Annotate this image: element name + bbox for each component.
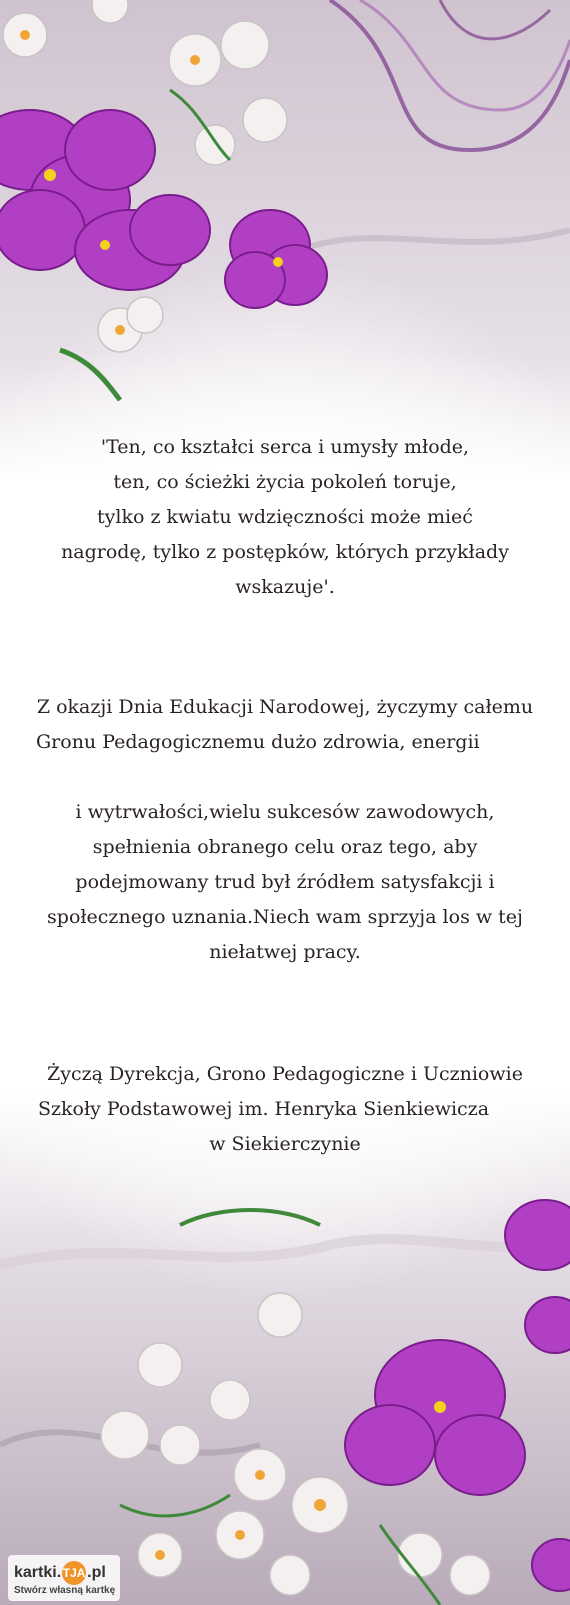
quote-line: 'Ten, co kształci serca i umysły młode, bbox=[100, 436, 470, 458]
logo-brand-right: .pl bbox=[87, 1564, 106, 1581]
bottom-floral-decoration bbox=[0, 1145, 570, 1605]
wishes-intro bbox=[0, 690, 570, 760]
logo-brand-left: kartki. bbox=[14, 1564, 62, 1581]
wishes-line: Z okazji Dnia Edukacji Narodowej, życzymy całemu bbox=[36, 696, 534, 718]
wishes-continued bbox=[0, 795, 570, 970]
top-floral-decoration bbox=[0, 0, 570, 420]
wishes-line: Gronu Pedagogicznemu dużo zdrowia, energii bbox=[36, 731, 480, 753]
logo-tagline: Stwórz własną kartkę bbox=[14, 1585, 116, 1596]
wishes-line: spełnienia obranego celu oraz tego, aby bbox=[92, 836, 478, 858]
wishes-line: społecznego uznania.Niech wam sprzyja los w tej bbox=[47, 906, 523, 928]
signature-line: Życzą Dyrekcja, Grono Pedagogiczne i Uczniowie bbox=[47, 1063, 523, 1085]
wishes-line: niełatwej pracy. bbox=[209, 941, 361, 963]
wishes-line: podejmowany trud był źródłem satysfakcji i bbox=[75, 871, 495, 893]
quote-line: tylko z kwiatu wdzięczności może mieć bbox=[97, 506, 473, 528]
logo-brand bbox=[14, 1561, 106, 1585]
quote-line: wskazuje'. bbox=[235, 576, 335, 598]
logo-badge: TJA bbox=[62, 1561, 86, 1585]
signature-line: w Siekierczynie bbox=[209, 1133, 361, 1155]
quote-line: nagrodę, tylko z postępków, których przykłady bbox=[61, 541, 509, 563]
signature-line: Szkoły Podstawowej im. Henryka Sienkiewicza bbox=[38, 1098, 490, 1120]
kartki-logo[interactable] bbox=[8, 1555, 120, 1601]
quote-block bbox=[0, 430, 570, 605]
wishes-line: i wytrwałości,wielu sukcesów zawodowych, bbox=[75, 801, 495, 823]
quote-line: ten, co ścieżki życia pokoleń toruje, bbox=[113, 471, 457, 493]
